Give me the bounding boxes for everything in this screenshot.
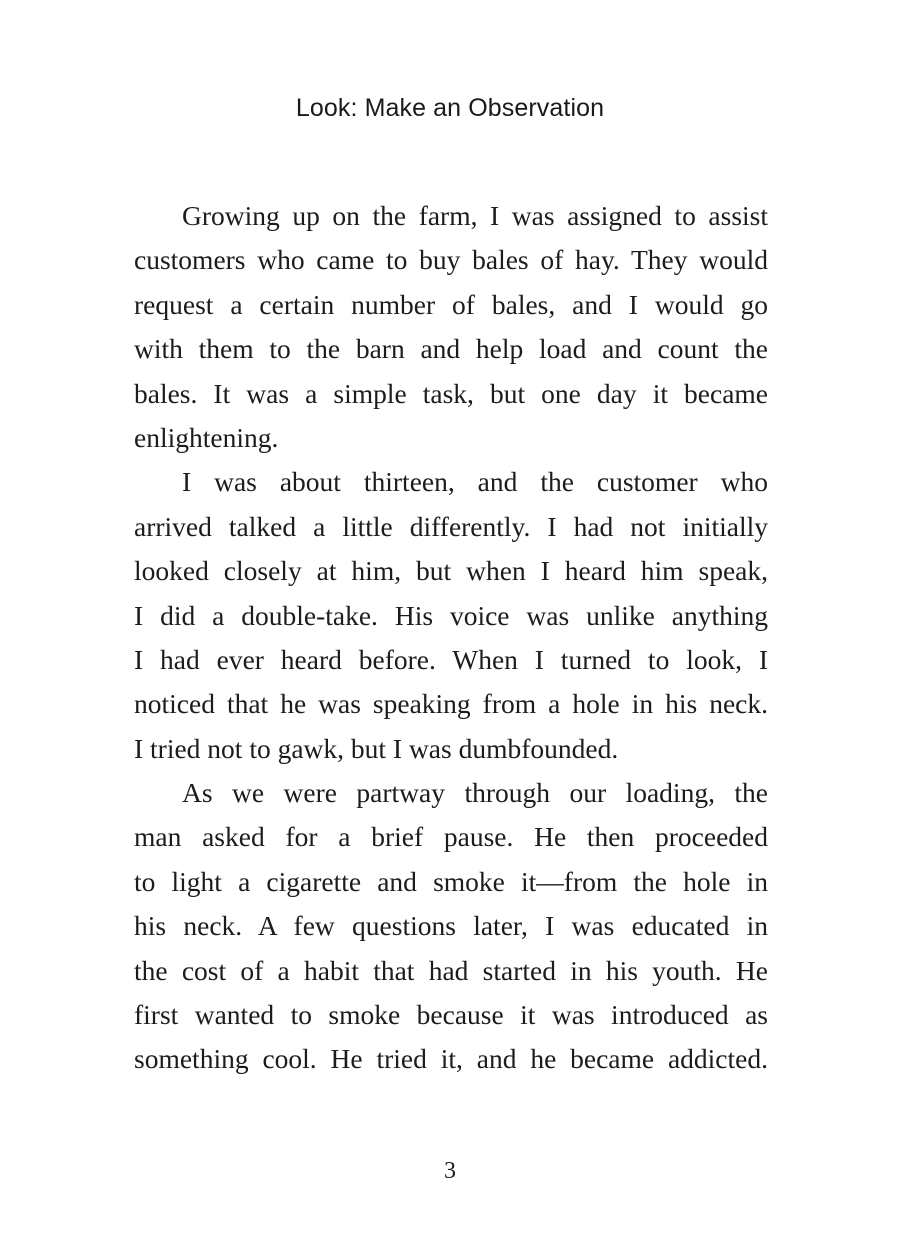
text-line: request a certain number of bales, and I would go [134, 288, 768, 320]
text-line: As we were partway through our loading, the [182, 777, 768, 809]
text-line: I did a double-take. His voice was unlike anything [134, 599, 768, 631]
text-line: bales. It was a simple task, but one day it became [134, 377, 768, 409]
body-text [134, 194, 768, 1082]
text-line: I was about thirteen, and the customer who [182, 466, 768, 498]
text-line: enlightening. [134, 421, 279, 453]
text-line: I tried not to gawk, but I was dumbfounded. [134, 732, 619, 764]
running-head: Look: Make an Observation [295, 94, 605, 122]
paragraph [134, 194, 768, 460]
page-number: 3 [444, 1158, 456, 1184]
text-line: to light a cigarette and smoke it—from the hole in [134, 865, 768, 897]
text-line: his neck. A few questions later, I was educated in [134, 910, 768, 942]
text-line: the cost of a habit that had started in his youth. He [134, 954, 768, 986]
text-line: man asked for a brief pause. He then proceeded [134, 821, 768, 853]
text-line: Growing up on the farm, I was assigned to assist [182, 200, 768, 231]
text-line: noticed that he was speaking from a hole in his neck. [134, 688, 768, 720]
text-line: I had ever heard before. When I turned to look, I [134, 643, 768, 675]
text-line: something cool. He tried it, and he became addicted. [134, 1043, 768, 1075]
text-line: looked closely at him, but when I heard him speak, [134, 555, 768, 587]
paragraph [134, 460, 768, 771]
text-line: arrived talked a little differently. I had not initially [134, 510, 768, 542]
text-line: with them to the barn and help load and count the [134, 333, 768, 365]
paragraph [134, 771, 768, 1082]
text-line: first wanted to smoke because it was introduced as [134, 999, 768, 1031]
text-line: customers who came to buy bales of hay. They would [134, 244, 768, 276]
